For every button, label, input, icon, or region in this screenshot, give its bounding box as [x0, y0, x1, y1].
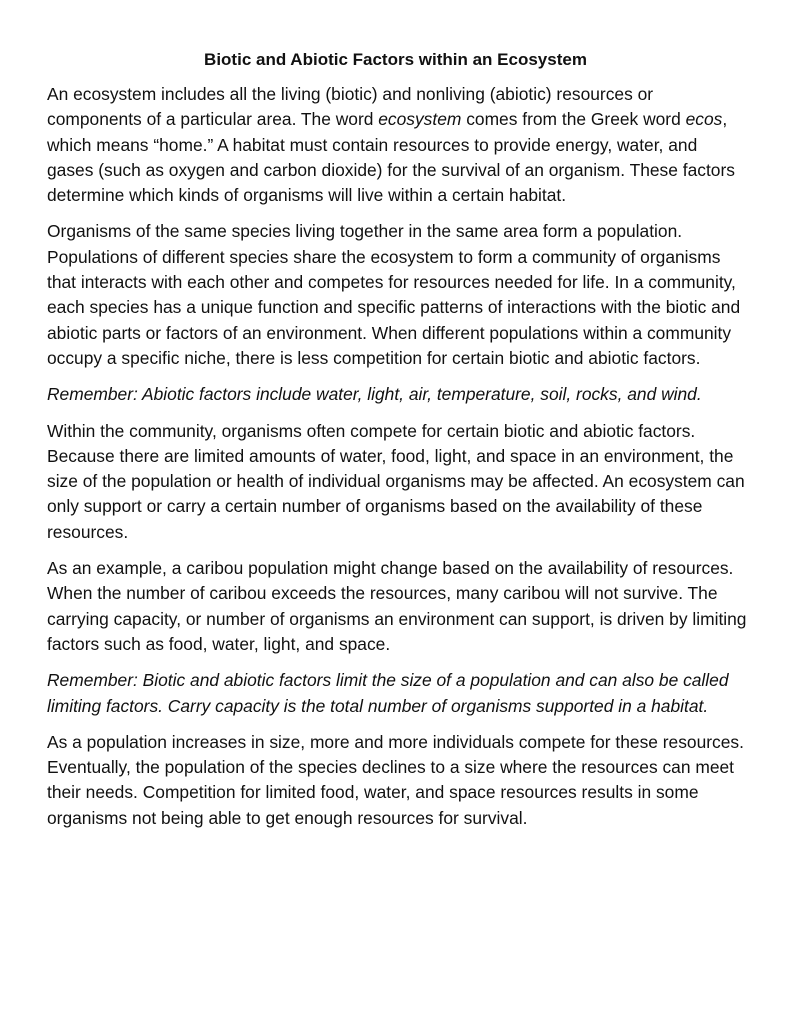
paragraph-text: , which means “home.” A habitat must contain resources to provide energy, water, and gases (such as oxygen and carbon dioxide) for the survival of an organism. These factors determine which kinds of organisms will live within a certain habitat. [47, 109, 735, 206]
paragraph-text: comes from the Greek word [461, 109, 686, 130]
paragraph-caribou-example: As an example, a caribou population might change based on the availability of resources. When the number of caribou exceeds the resources, many caribou will not survive. The carrying capacity, or number of organisms an environment can support, is driven by limiting factors such as food, water, light, and space. [47, 558, 747, 654]
italic-term-ecos: ecos [685, 109, 723, 130]
paragraph-population-decline: As a population increases in size, more and more individuals compete for these resources. Eventually, the population of the species declines to a size where the resources can meet their needs. Competition for limited food, water, and space resources results in some organisms not being able to get enough resources for survival. [47, 731, 744, 828]
remember-note-abiotic: Remember: Abiotic factors include water, light, air, temperature, soil, rocks, and wind. [47, 384, 702, 405]
paragraph-ecosystem-definition [47, 82, 747, 208]
italic-term-ecosystem: ecosystem [378, 109, 462, 130]
document-body [47, 82, 747, 842]
paragraph-competition: Within the community, organisms often compete for certain biotic and abiotic factors. Because there are limited amounts of water, food, light, and space in an environment, the size of the population or health of individual organisms may be affected. An ecosystem can only support or carry a certain number of organisms based on the availability of these resources. [47, 420, 745, 542]
paragraph-populations: Organisms of the same species living together in the same area form a population. Populations of different species share the ecosystem to form a community of organisms that interacts with each other and competes for resources needed for life. In a community, each species has a unique function and specific patterns of interactions with the biotic and abiotic parts or factors of an environment. When different populations within a community occupy a specific niche, there is less competition for certain biotic and abiotic factors. [47, 221, 741, 368]
paragraph-text: An ecosystem includes all the living (biotic) and nonliving (abiotic) resources or components of a particular area. The word [47, 84, 654, 130]
remember-note-limiting-factors: Remember: Biotic and abiotic factors limit the size of a population and can also be called limiting factors. Carry capacity is the total number of organisms supported in a habitat. [47, 670, 729, 716]
document-title: Biotic and Abiotic Factors within an Ecosystem [204, 50, 587, 69]
